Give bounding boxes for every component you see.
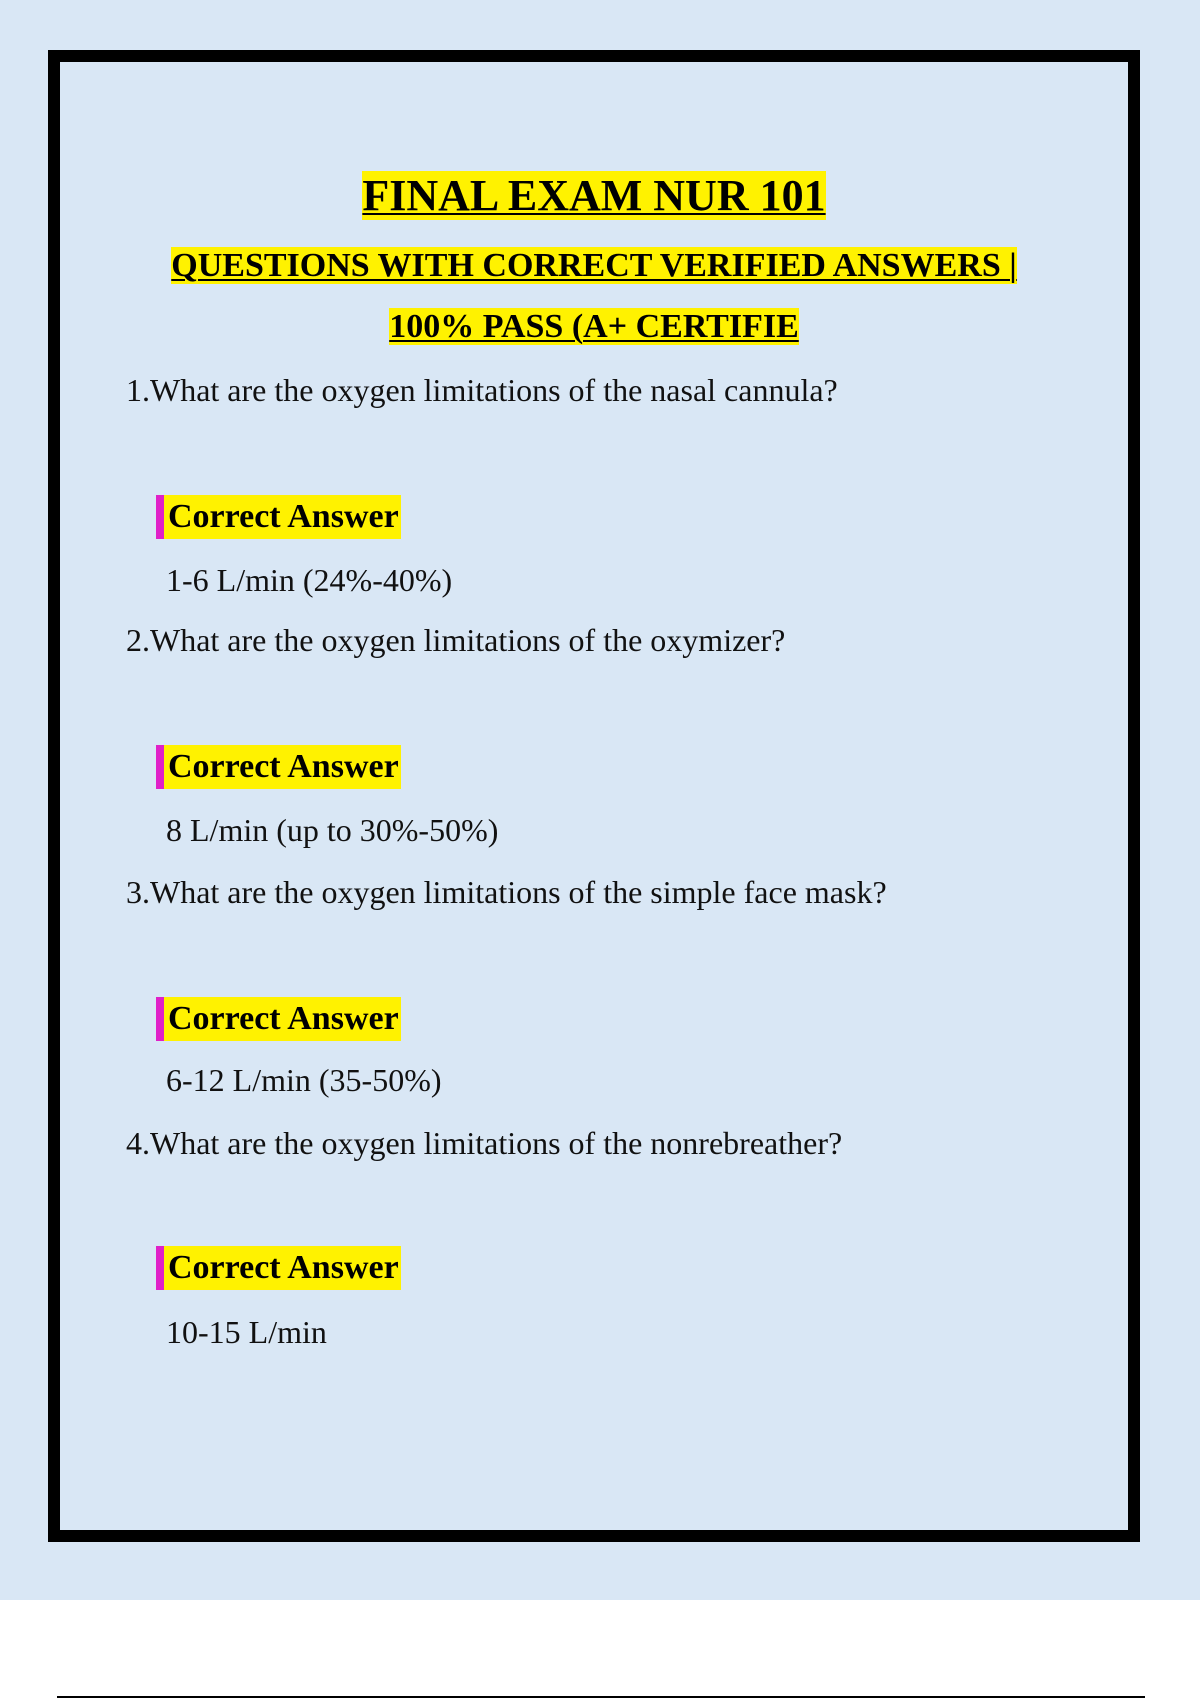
question-number: 4. [126, 1125, 150, 1161]
answer-1: 1-6 L/min (24%-40%) [166, 562, 453, 598]
question-number: 3. [126, 874, 150, 910]
document-title: FINAL EXAM NUR 101 [362, 171, 826, 220]
question-number: 2. [126, 622, 150, 658]
document-subtitle-line2: 100% PASS (A+ CERTIFIE [389, 308, 799, 345]
question-text: What are the oxygen limitations of the oxymizer? [150, 622, 786, 658]
answer-4: 10-15 L/min [166, 1314, 327, 1350]
title-block [60, 170, 1128, 221]
answer-label-3: Correct Answer [156, 997, 401, 1041]
subtitle-block-1 [60, 247, 1128, 285]
question-4 [126, 1125, 842, 1162]
question-2 [126, 622, 785, 659]
answer-label-2: Correct Answer [156, 745, 401, 789]
question-text: What are the oxygen limitations of the nonrebreather? [150, 1125, 843, 1161]
question-text: What are the oxygen limitations of the nasal cannula? [150, 372, 838, 408]
question-1 [126, 372, 838, 409]
question-number: 1. [126, 372, 150, 408]
question-3 [126, 874, 887, 911]
answer-2: 8 L/min (up to 30%-50%) [166, 812, 499, 848]
answer-label-4: Correct Answer [156, 1246, 401, 1290]
subtitle-block-2 [60, 308, 1128, 346]
footer-divider [57, 1696, 1145, 1698]
document-subtitle-line1: QUESTIONS WITH CORRECT VERIFIED ANSWERS | [171, 247, 1017, 284]
answer-label-1: Correct Answer [156, 495, 401, 539]
document-frame [48, 50, 1140, 1542]
question-text: What are the oxygen limitations of the simple face mask? [150, 874, 887, 910]
answer-3: 6-12 L/min (35-50%) [166, 1062, 442, 1098]
